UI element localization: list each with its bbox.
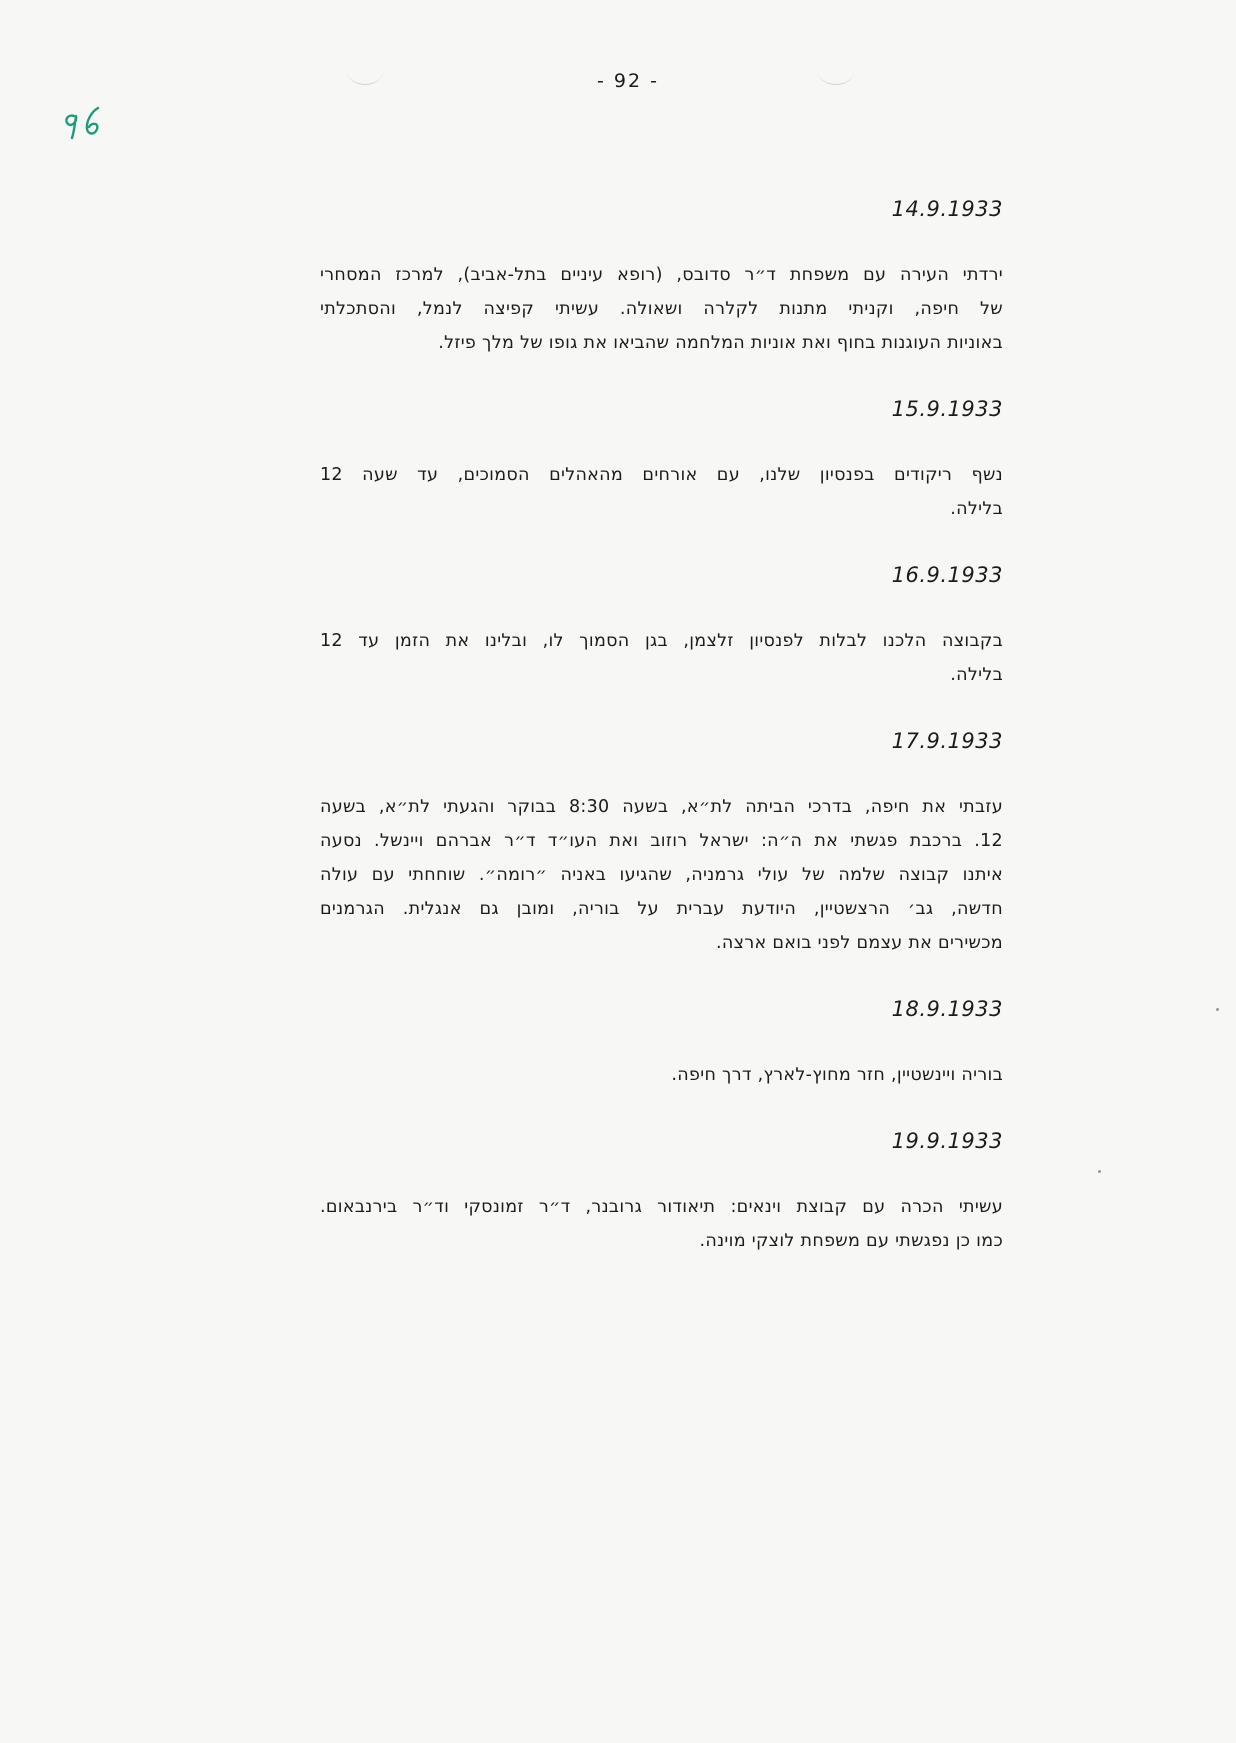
entry-body bbox=[320, 258, 1003, 360]
punch-hole-right bbox=[818, 58, 854, 85]
diary-entry bbox=[320, 396, 1003, 526]
entry-line: בלילה. bbox=[950, 665, 1003, 685]
page-number: - 92 - bbox=[597, 70, 659, 92]
entry-date: 19.9.1933 bbox=[891, 1129, 1003, 1153]
entry-line: בלילה. bbox=[950, 499, 1003, 519]
diary-entry bbox=[320, 1128, 1003, 1258]
entry-body bbox=[320, 1190, 1003, 1258]
entry-date: 17.9.1933 bbox=[891, 729, 1003, 753]
paper-speck bbox=[1098, 1170, 1101, 1173]
punch-hole-left bbox=[347, 58, 383, 85]
diary-entry bbox=[320, 562, 1003, 692]
entry-line: נשף ריקודים בפנסיון שלנו, עם אורחים מהאהלים הסמוכים, עד שעה 12 bbox=[320, 465, 1003, 485]
handwritten-96-mark bbox=[58, 102, 118, 142]
entry-line: באוניות העוגנות בחוף ואת אוניות המלחמה שהביאו את גופו של מלך פיזל. bbox=[438, 333, 1003, 353]
entry-line: עזבתי את חיפה, בדרכי הביתה לת״א, בשעה 8:30 בבוקר והגעתי לת״א, בשעה bbox=[320, 797, 1003, 817]
paper-speck bbox=[1216, 1008, 1219, 1011]
diary-content bbox=[320, 196, 1003, 1294]
entry-line: בוריה ויינשטיין, חזר מחוץ-לארץ, דרך חיפה. bbox=[671, 1065, 1003, 1085]
entry-line: בקבוצה הלכנו לבלות לפנסיון זלצמן, בגן הסמוך לו, ובלינו את הזמן עד 12 bbox=[320, 631, 1003, 651]
entry-line: עשיתי הכרה עם קבוצת וינאים: תיאודור גרובנר, ד״ר זמונסקי וד״ר בירנבאום. bbox=[320, 1197, 1003, 1217]
entry-date: 14.9.1933 bbox=[891, 197, 1003, 221]
entry-line: חדשה, גב׳ הרצשטיין, היודעת עברית על בוריה, ומובן גם אנגלית. הגרמנים bbox=[320, 899, 1003, 919]
entry-line: מכשירים את עצמם לפני בואם ארצה. bbox=[716, 933, 1003, 953]
entry-body bbox=[320, 458, 1003, 526]
entry-line: ירדתי העירה עם משפחת ד״ר סדובס, (רופא עיניים בתל-אביב), למרכז המסחרי bbox=[320, 265, 1003, 285]
entry-date: 16.9.1933 bbox=[891, 563, 1003, 587]
entry-line: של חיפה, וקניתי מתנות לקלרה ושאולה. עשיתי קפיצה לנמל, והסתכלתי bbox=[320, 299, 1003, 319]
diary-entry bbox=[320, 996, 1003, 1092]
entry-body bbox=[320, 624, 1003, 692]
entry-line: 12. ברכבת פגשתי את ה״ה: ישראל רוזוב ואת העו״ד ד״ר אברהם ויינשל. נסעה bbox=[320, 831, 1003, 851]
entry-line: איתנו קבוצה שלמה של עולי גרמניה, שהגיעו באניה ״רומה״. שוחחתי עם עולה bbox=[320, 865, 1003, 885]
entry-line: כמו כן נפגשתי עם משפחת לוצקי מוינה. bbox=[699, 1231, 1003, 1251]
diary-entry bbox=[320, 728, 1003, 960]
entry-body bbox=[320, 790, 1003, 960]
entry-date: 18.9.1933 bbox=[891, 997, 1003, 1021]
entry-date: 15.9.1933 bbox=[891, 397, 1003, 421]
entry-body bbox=[320, 1058, 1003, 1092]
handwritten-page-number bbox=[58, 102, 118, 142]
diary-entry bbox=[320, 196, 1003, 360]
